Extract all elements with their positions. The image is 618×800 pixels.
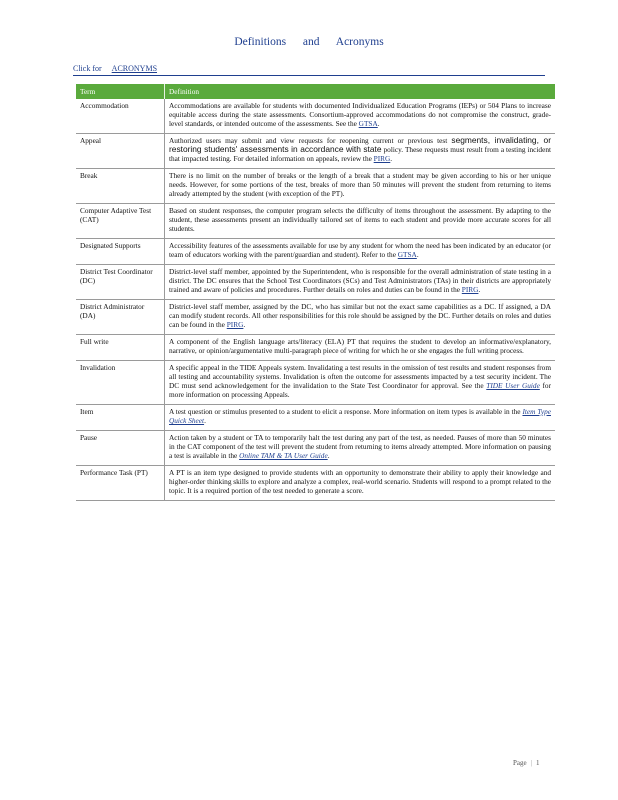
footer-label: Page (513, 759, 527, 767)
definition-text: District-level staff member, assigned by the DC, who has similar but not the exact same capabilities as a DC. If assigned, a DA can modify student records. All other responsibilities for this role should be assigned by the DC. Further details on roles and duties can be found in the (169, 302, 552, 329)
definition-text: There is no limit on the number of breaks or the length of a break that a student may be given according to his or her unique needs. However, for some portions of the test, breaks of more than 50 minutes will prevent the student from returning to items already attempted by the student (with exception of the PT). (169, 171, 551, 198)
definition-text: segments, invalidating, or restoring students' assessments in accordance with state (169, 135, 551, 154)
table-row (76, 265, 555, 300)
term-cell: Accommodation (76, 99, 165, 134)
reference-link[interactable]: TIDE User Guide (486, 381, 540, 390)
definition-cell (165, 169, 556, 204)
definition-cell (165, 466, 556, 501)
definition-cell (165, 405, 556, 431)
reference-link[interactable]: PIRG (373, 154, 391, 163)
reference-link[interactable]: PIRG (226, 320, 244, 329)
table-row (76, 134, 555, 169)
term-cell: Full write (76, 335, 165, 361)
table-header-row (76, 84, 555, 99)
page-title: Definitions and Acronyms (234, 36, 384, 48)
term-cell: Pause (76, 431, 165, 466)
term-cell: District Test Coordinator (DC) (76, 265, 165, 300)
definition-text: for more information on processing Appeals. (169, 381, 551, 399)
table-row (76, 204, 555, 239)
definition-cell (165, 265, 556, 300)
term-cell: Appeal (76, 134, 165, 169)
definition-text: . (390, 154, 393, 163)
term-cell: Designated Supports (76, 239, 165, 265)
table-row (76, 361, 555, 405)
definition-text: Based on student responses, the computer program selects the difficulty of items throughout the assessment. By adapting to the student, these assessments present an individually tailored set of items to each student and provide more accurate scores for all students. (169, 206, 551, 233)
definition-cell (165, 361, 556, 405)
definition-text: A component of the English language arts/literacy (ELA) PT that requires the student to develop an informative/explanatory, narrative, or opinion/argumentative multi-paragraph piece of writing for which he or she engages the full writing process. (169, 337, 551, 355)
definition-cell (165, 335, 556, 361)
definition-text: . (243, 320, 246, 329)
reference-link[interactable]: GTSA (358, 119, 378, 128)
definition-text: A test question or stimulus presented to a student to elicit a response. More information on item types is available in the (169, 407, 523, 416)
definition-text: policy. These requests must result from a testing incident that impacted testing. For detailed information on appeals, review the (169, 145, 551, 163)
header-definition: Definition (165, 84, 556, 99)
definition-text: . (204, 416, 206, 425)
definition-text: A PT is an item type designed to provide students with an opportunity to demonstrate their ability to apply their knowledge and higher-order thinking skills to explore and analyze a complex, real-world scenario. Students will respond to a prompt related to the topic. It is a required portion of the test needed to generate a score. (169, 468, 551, 495)
definition-text: . (377, 119, 380, 128)
table-row (76, 239, 555, 265)
definition-text: . (327, 451, 330, 460)
definition-cell (165, 300, 556, 335)
definition-text: Accommodations are available for students with documented Individualized Education Programs (IEPs) or 504 Plans to increase equitable access during the state assessments. Consortium-approved accommodations do not compromise the construct, grade-level standards, or intended outcome of the assessments. See the (169, 101, 551, 128)
definition-text: . (478, 285, 481, 294)
definition-text: . (416, 250, 419, 259)
definition-text: District-level staff member, appointed by the Superintendent, who is responsible for the overall administration of state testing in a district. The DC ensures that the School Test Coordinators (SCs) and Test Administrators (TAs) in their districts are appropriately trained and aware of policies and procedures. Further details on roles and duties can be found in the (169, 267, 551, 294)
acronyms-prefix: Click for (73, 64, 102, 73)
definition-text: Accessibility features of the assessments available for use by any student for whom the need has been indicated by an educator (or team of educators working with the parent/guardian and student). Refer to the (169, 241, 551, 259)
term-cell: Performance Task (PT) (76, 466, 165, 501)
term-cell: Break (76, 169, 165, 204)
definition-cell (165, 204, 556, 239)
reference-link[interactable]: Item Type Quick Sheet (169, 407, 551, 425)
table-row (76, 466, 555, 501)
acronyms-line (73, 64, 157, 73)
definition-cell (165, 99, 556, 134)
table-row (76, 169, 555, 204)
definition-text: A specific appeal in the TIDE Appeals system. Invalidating a test results in the omission of test results and student responses from all testing and accountability systems. Invalidation is often the outcome for assessments impacted by a test security incident. The DC must send acknowledgement for the invalidation to the State Test Coordinator for approval. See the (169, 363, 551, 390)
acronyms-rule (73, 75, 545, 76)
reference-link[interactable]: Online TAM & TA User Guide (239, 451, 328, 460)
reference-link[interactable]: PIRG (461, 285, 479, 294)
definition-cell (165, 134, 556, 169)
definition-cell (165, 431, 556, 466)
page-number: 1 (536, 759, 540, 767)
definition-text: Authorized users may submit and view requests for reopening current or previous test (169, 136, 452, 145)
table-row (76, 99, 555, 134)
header-term: Term (76, 84, 165, 99)
term-cell: Computer Adaptive Test (CAT) (76, 204, 165, 239)
table-row (76, 405, 555, 431)
term-cell: Item (76, 405, 165, 431)
definitions-table (76, 84, 555, 501)
table-row (76, 431, 555, 466)
definition-text: Action taken by a student or TA to temporarily halt the test during any part of the test, as needed. Pauses of more than 50 minutes in the CAT component of the test will prevent the student from returning to items already attempted. More information on pausing a test is available in the (169, 433, 551, 460)
definition-cell (165, 239, 556, 265)
table-row (76, 300, 555, 335)
page-footer (513, 759, 540, 767)
term-cell: Invalidation (76, 361, 165, 405)
table-row (76, 335, 555, 361)
term-cell: District Administrator (DA) (76, 300, 165, 335)
reference-link[interactable]: GTSA (397, 250, 417, 259)
acronyms-link[interactable]: ACRONYMS (111, 64, 158, 73)
footer-separator: | (530, 759, 533, 767)
